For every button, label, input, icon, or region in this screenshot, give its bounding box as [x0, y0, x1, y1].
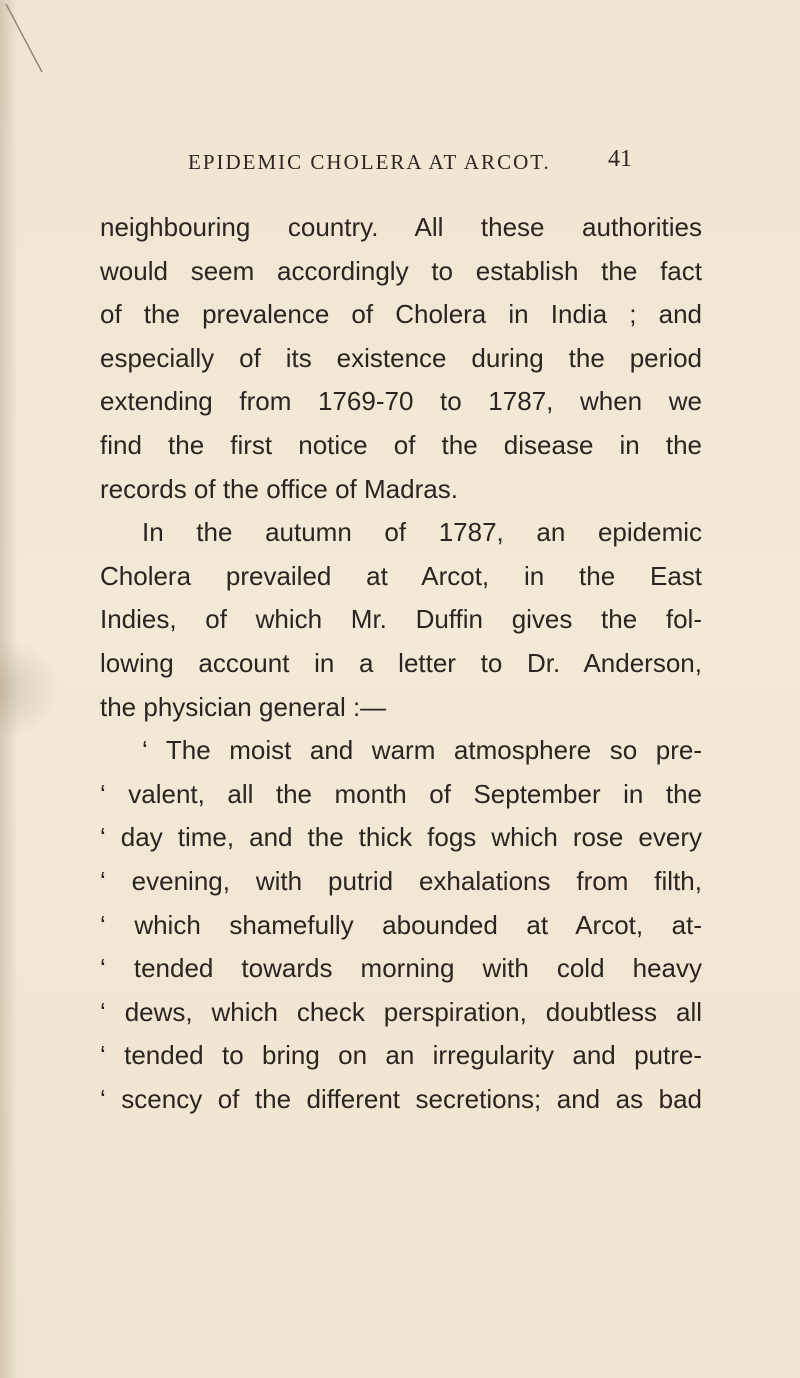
text-line: Cholera prevailed at Arcot, in the East: [100, 560, 702, 591]
paragraph-start-line: In the autumn of 1787, an epidemic: [142, 517, 702, 548]
text-line: records of the office of Madras.: [100, 473, 458, 504]
quote-line: ‘ tended towards morning with cold heavy: [100, 953, 702, 984]
text-line: the physician general :—: [100, 691, 387, 722]
body-text: [100, 206, 702, 1121]
text-line: extending from 1769-70 to 1787, when we: [100, 386, 702, 417]
quote-line: ‘ day time, and the thick fogs which rose every: [100, 822, 702, 853]
text-line: find the first notice of the disease in the: [100, 429, 702, 460]
quote-line: ‘ dews, which check perspiration, doubtless all: [100, 996, 702, 1027]
quote-line: ‘ which shamefully abounded at Arcot, at-: [100, 909, 702, 940]
gutter-shadow: [0, 0, 18, 1378]
text-line: lowing account in a letter to Dr. Anderson,: [100, 647, 702, 678]
page-number: 41: [608, 146, 632, 172]
quote-line: ‘ The moist and warm atmosphere so pre-: [142, 735, 702, 766]
text-line: of the prevalence of Cholera in India ; and: [100, 299, 702, 330]
text-line: especially of its existence during the period: [100, 342, 702, 373]
running-head: EPIDEMIC CHOLERA AT ARCOT.: [188, 150, 551, 174]
quote-line: ‘ scency of the different secretions; and as bad: [100, 1083, 702, 1114]
text-line: Indies, of which Mr. Duffin gives the fol-: [100, 604, 702, 635]
quote-line: ‘ tended to bring on an irregularity and putre-: [100, 1040, 702, 1071]
text-line: would seem accordingly to establish the fact: [100, 255, 702, 286]
text-line: neighbouring country. All these authorities: [100, 212, 702, 242]
quote-line: ‘ evening, with putrid exhalations from filth,: [100, 865, 702, 896]
corner-scratch-mark: [2, 0, 52, 90]
quote-line: ‘ valent, all the month of September in the: [100, 778, 702, 809]
